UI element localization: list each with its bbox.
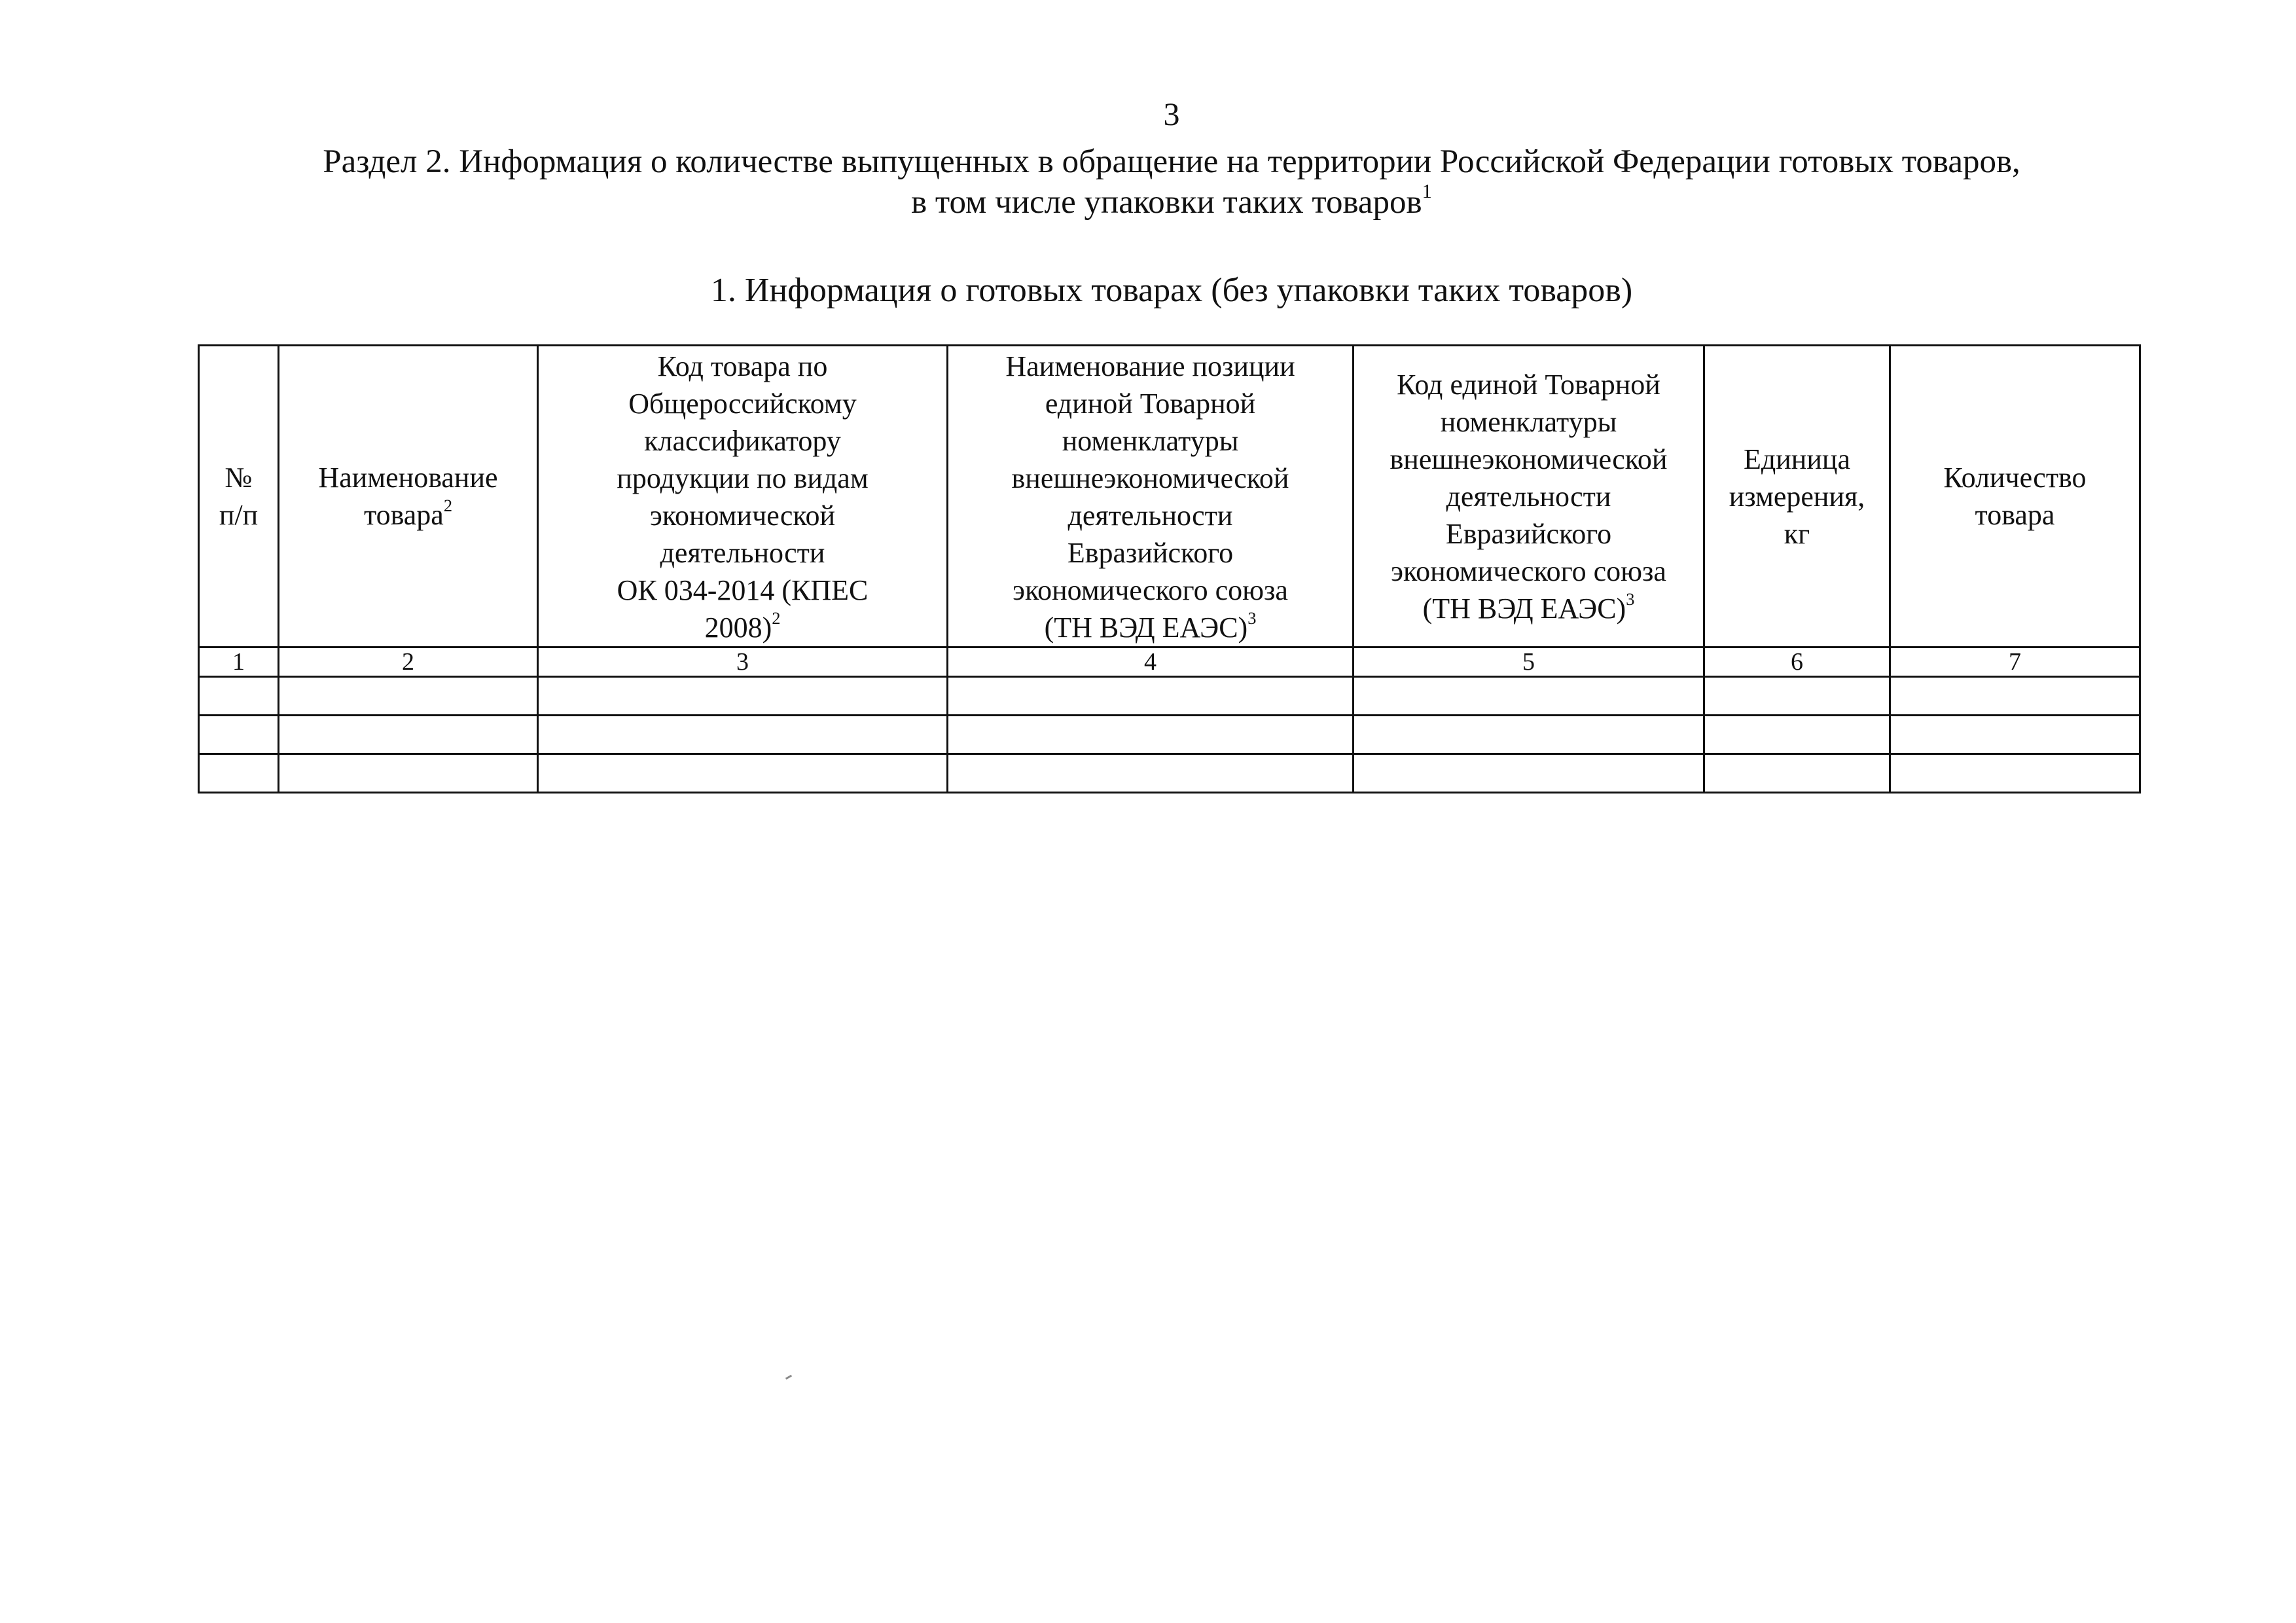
footnote-ref-2: 2 xyxy=(443,496,453,516)
table-cell xyxy=(1890,677,2140,716)
header-tnved-name: Наименование позиции единой Товарной номенклатуры внешнеэкономической деятельности Евразийского экономического союза (ТН ВЭД ЕАЭС)$^3$ xyxy=(948,346,1354,647)
table-cell xyxy=(538,677,948,716)
table-cell xyxy=(948,754,1354,793)
footnote-ref-2: 2 xyxy=(772,608,781,629)
table-cell xyxy=(279,716,538,754)
table-cell xyxy=(1354,754,1704,793)
goods-table xyxy=(198,344,2141,793)
footnote-ref-3: 3 xyxy=(1247,608,1257,629)
table-cell xyxy=(1890,754,2140,793)
table-cell xyxy=(1354,716,1704,754)
table-cell xyxy=(948,716,1354,754)
column-number: 5 xyxy=(1354,647,1704,677)
table-header-row xyxy=(199,346,2140,647)
table-cell xyxy=(1704,716,1890,754)
header-quantity: Количество товара xyxy=(1890,346,2140,647)
section-title-line-1: Раздел 2. Информация о количестве выпущенных в обращение на территории Российской Федерации готовых товаров, xyxy=(323,143,2020,180)
subsection-title: 1. Информация о готовых товарах (без упаковки таких товаров) xyxy=(710,272,1633,309)
column-number: 1 xyxy=(199,647,279,677)
table-row xyxy=(199,677,2140,716)
table-cell xyxy=(279,754,538,793)
footnote-ref-3: 3 xyxy=(1626,589,1635,609)
section-title-line-2-text: в том числе упаковки таких товаров xyxy=(911,184,1422,221)
table-cell xyxy=(1704,754,1890,793)
table-cell xyxy=(1704,677,1890,716)
table-cell xyxy=(1890,716,2140,754)
footnote-ref-1: 1 xyxy=(1422,180,1432,203)
column-number: 4 xyxy=(948,647,1354,677)
header-product-name: Наименование товара$^2$ xyxy=(279,346,538,647)
table-cell xyxy=(279,677,538,716)
section-title-line-2 xyxy=(164,182,2179,223)
table-row xyxy=(199,754,2140,793)
table-cell xyxy=(199,716,279,754)
column-number: 3 xyxy=(538,647,948,677)
table-cell xyxy=(199,677,279,716)
table-cell xyxy=(199,754,279,793)
column-number: 2 xyxy=(279,647,538,677)
page-number: 3 xyxy=(1163,96,1180,132)
header-unit: Единица измерения, кг xyxy=(1704,346,1890,647)
header-row-number: № п/п xyxy=(199,346,279,647)
column-number-row xyxy=(199,647,2140,677)
table-row xyxy=(199,716,2140,754)
section-title xyxy=(164,141,2179,223)
table-cell xyxy=(538,754,948,793)
table-cell xyxy=(948,677,1354,716)
table-cell xyxy=(538,716,948,754)
scan-artifact-mark xyxy=(785,1375,792,1380)
header-okpd-code: Код товара по Общероссийскому классификатору продукции по видам экономической деятельности ОК 034-2014 (КПЕС 2008)$^2$ xyxy=(538,346,948,647)
header-tnved-code: Код единой Товарной номенклатуры внешнеэкономической деятельности Евразийского экономического союза (ТН ВЭД ЕАЭС)$^3$ xyxy=(1354,346,1704,647)
table-cell xyxy=(1354,677,1704,716)
column-number: 7 xyxy=(1890,647,2140,677)
column-number: 6 xyxy=(1704,647,1890,677)
